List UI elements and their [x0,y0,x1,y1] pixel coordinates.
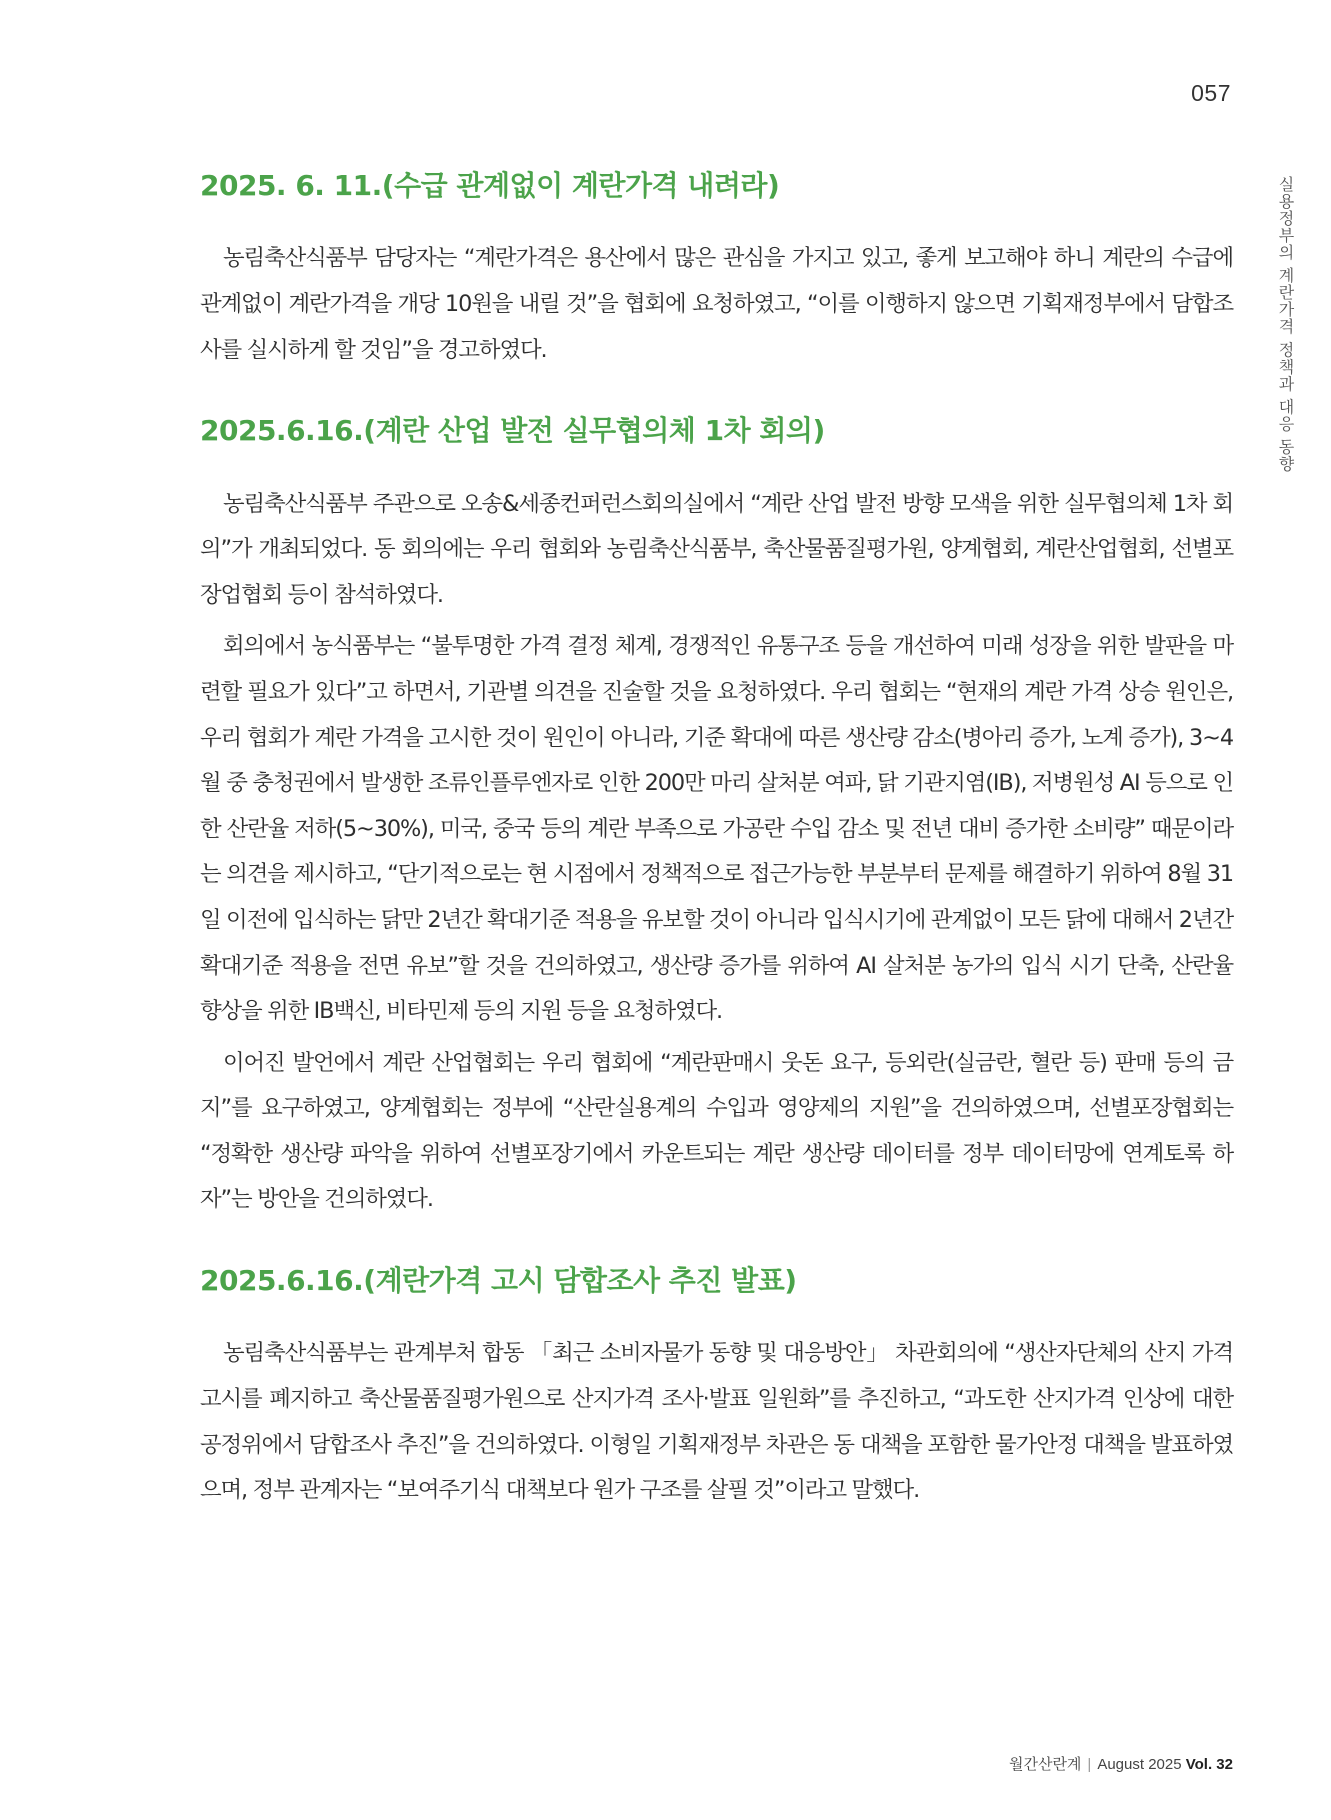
paragraph: 농림축산식품부는 관계부처 합동 「최근 소비자물가 동향 및 대응방안」 차관회의에 “생산자단체의 산지 가격 고시를 폐지하고 축산물품질평가원으로 산지가격 조사·발표 일원화”를 추진하고, “과도한 산지가격 인상에 대한 공정위에서 담합조사 추진”을 건의하였다. 이형일 기획재정부 차관은 동 대책을 포함한 물가안정 대책을 발표하였으며, 정부 관계자는 “보여주기식 대책보다 원가 구조를 살필 것”이라고 말했다. [200,1340,1233,1504]
section-heading: 2025.6.16.(계란가격 고시 담합조사 추진 발표) [200,1264,797,1298]
volume-number: Vol. 32 [1185,1756,1233,1773]
section-heading: 2025.6.16.(계란 산업 발전 실무협의체 1차 회의) [200,414,825,448]
section-0616-announcement [200,1263,1233,1514]
section-0611 [200,168,1233,373]
side-running-title: 실용정부의 계란가격 정책과 대응 동향 [1276,176,1295,473]
paragraph: 회의에서 농식품부는 “불투명한 가격 결정 체계, 경쟁적인 유통구조 등을 개선하여 미래 성장을 위한 발판을 마련할 필요가 있다”고 하면서, 기관별 의견을 진술할 것을 요청하였다. 우리 협회는 “현재의 계란 가격 상승 원인은, 우리 협회가 계란 가격을 고시한 것이 원인이 아니라, 기준 확대에 따른 생산량 감소(병아리 증가, 노계 증가), 3~4월 중 충청권에서 발생한 조류인플루엔자로 인한 200만 마리 살처분 여파, 닭 기관지염(IB), 저병원성 AI 등으로 인한 산란율 저하(5~30%), 미국, 중국 등의 계란 부족으로 가공란 수입 감소 및 전년 대비 증가한 소비량” 때문이라는 의견을 제시하고, “단기적으로는 현 시점에서 정책적으로 접근가능한 부분부터 문제를 해결하기 위하여 8월 31일 이전에 입식하는 닭만 2년간 확대기준 적용을 유보할 것이 아니라 입식시기에 관계없이 모든 닭에 대해서 2년간 확대기준 적용을 전면 유보”할 것을 건의하였고, 생산량 증가를 위하여 AI 살처분 농가의 입식 시기 단축, 산란율 향상을 위한 IB백신, 비타민제 등의 지원 등을 요청하였다. [200,633,1233,1025]
issue-date: August 2025 [1097,1756,1182,1773]
section-0616-meeting [200,413,1233,1223]
page-number: 057 [1191,80,1231,106]
publication-name: 월간산란계 [1008,1756,1082,1773]
section-heading: 2025. 6. 11.(수급 관계없이 계란가격 내려라) [200,169,780,202]
footer-separator: | [1087,1756,1092,1773]
paragraph: 농림축산식품부 주관으로 오송&세종컨퍼런스회의실에서 “계란 산업 발전 방향 모색을 위한 실무협의체 1차 회의”가 개최되었다. 동 회의에는 우리 협회와 농림축산식품부, 축산물품질평가원, 양계협회, 계란산업협회, 선별포장업협회 등이 참석하였다. [200,490,1233,608]
paragraph: 이어진 발언에서 계란 산업협회는 우리 협회에 “계란판매시 웃돈 요구, 등외란(실금란, 혈란 등) 판매 등의 금지”를 요구하였고, 양계협회는 정부에 “산란실용계의 수입과 영양제의 지원”을 건의하였으며, 선별포장협회는 “정확한 생산량 파악을 위하여 선별포장기에서 카운트되는 계란 생산량 데이터를 정부 데이터망에 연계토록 하자”는 방안을 건의하였다. [200,1049,1233,1213]
paragraph: 농림축산식품부 담당자는 “계란가격은 용산에서 많은 관심을 가지고 있고, 좋게 보고해야 하니 계란의 수급에 관계없이 계란가격을 개당 10원을 내릴 것”을 협회에 요청하였고, “이를 이행하지 않으면 기획재정부에서 담합조사를 실시하게 할 것임”을 경고하였다. [200,245,1233,363]
page-footer [1009,1753,1233,1774]
article-body [200,168,1233,1520]
